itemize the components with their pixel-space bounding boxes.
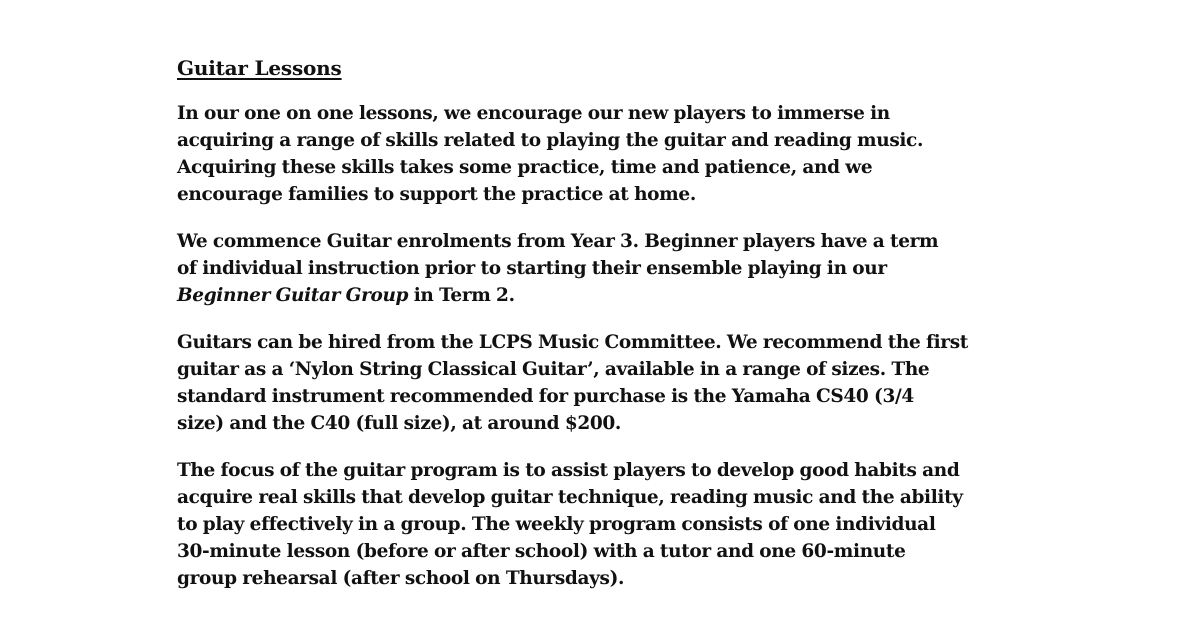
text-line: acquiring a range of skills related to playing the guitar and reading music. — [177, 130, 924, 151]
paragraph-program — [177, 457, 1057, 592]
text-line: 30-minute lesson (before or after school) with a tutor and one 60-minute — [177, 541, 906, 562]
text-line: to play effectively in a group. The weekly program consists of one individual — [177, 514, 936, 535]
text-line: We commence Guitar enrolments from Year 3. Beginner players have a term — [177, 231, 939, 252]
text-line: In our one on one lessons, we encourage our new players to immerse in — [177, 103, 890, 124]
text-line: guitar as a ‘Nylon String Classical Guitar’, available in a range of sizes. The — [177, 359, 930, 380]
text-line: group rehearsal (after school on Thursdays). — [177, 568, 625, 589]
beginner-group-italic: Beginner Guitar Group — [177, 285, 409, 306]
term-text: in Term 2. — [408, 285, 515, 306]
text-line — [177, 282, 1057, 309]
paragraph-enrolments — [177, 228, 1057, 309]
text-line: encourage families to support the practice at home. — [177, 184, 696, 205]
text-line: Acquiring these skills takes some practice, time and patience, and we — [177, 157, 873, 178]
document-page — [177, 54, 1057, 612]
text-line: size) and the C40 (full size), at around $200. — [177, 413, 622, 434]
text-line: Guitars can be hired from the LCPS Music Committee. We recommend the first — [177, 332, 968, 353]
text-line: acquire real skills that develop guitar technique, reading music and the ability — [177, 487, 963, 508]
text-line: of individual instruction prior to starting their ensemble playing in our — [177, 258, 887, 279]
text-line: standard instrument recommended for purchase is the Yamaha CS40 (3/4 — [177, 386, 914, 407]
document-title: Guitar Lessons — [177, 56, 342, 80]
paragraph-intro — [177, 100, 1057, 208]
paragraph-hire — [177, 329, 1057, 437]
text-line: The focus of the guitar program is to assist players to develop good habits and — [177, 460, 960, 481]
